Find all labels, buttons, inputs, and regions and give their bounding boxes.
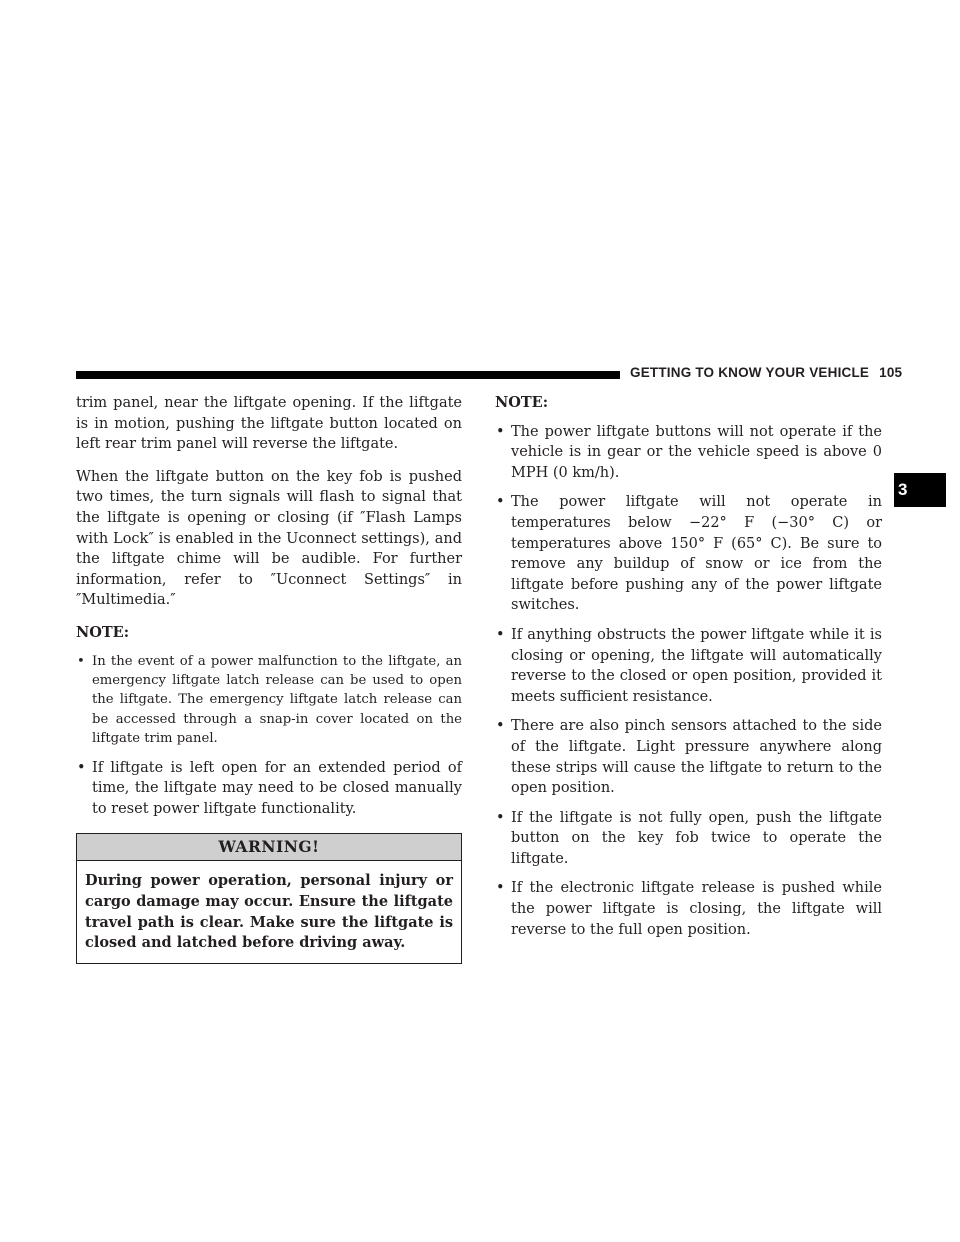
- list-item: • The power liftgate buttons will not operate if the vehicle is in gear or the vehicle speed is above 0 MPH (0 km/h).: [496, 423, 882, 481]
- note-list: [495, 422, 882, 941]
- bullet-icon: •: [496, 423, 505, 440]
- list-item: • In the event of a power malfunction to the liftgate, an emergency liftgate latch release can be used to open the liftgate. The emergency liftgate latch release can be accessed through a snap-in cover located on the liftgate trim panel.: [77, 653, 462, 747]
- section-title: GETTING TO KNOW YOUR VEHICLE: [630, 365, 870, 380]
- paragraph: trim panel, near the liftgate opening. If the liftgate is in motion, pushing the liftgate button located on left rear trim panel will reverse the liftgate.: [76, 395, 462, 453]
- warning-title: WARNING!: [77, 834, 461, 861]
- bullet-icon: •: [77, 653, 85, 669]
- page-number: 105: [879, 365, 903, 380]
- paragraph: When the liftgate button on the key fob is pushed two times, the turn signals will flash to signal that the liftgate is opening or closing (if ″Flash Lamps with Lock″ is enabled in the Uconnect settings), and the liftgate chime will be audible. For further information, refer to ″Uconnect Settings″ in ″Multimedia.″: [76, 468, 462, 609]
- warning-box: [76, 833, 462, 963]
- list-item: • If anything obstructs the power liftgate while it is closing or opening, the liftgate will automatically reverse to the closed or open position, provided it meets sufficient resistance.: [496, 626, 882, 705]
- right-column: [495, 393, 882, 949]
- list-item: • The power liftgate will not operate in temperatures below −22° F (−30° C) or temperatures above 150° F (65° C). Be sure to remove any buildup of snow or ice from the liftgate before pushing any of the power liftgate switches.: [496, 494, 882, 614]
- list-item: • If the liftgate is not fully open, push the liftgate button on the key fob twice to operate the liftgate.: [496, 809, 882, 867]
- header-rule: [76, 371, 620, 379]
- note-list: [76, 652, 462, 820]
- bullet-icon: •: [496, 718, 505, 735]
- list-item: • There are also pinch sensors attached to the side of the liftgate. Light pressure anywhere along these strips will cause the liftgate to return to the open position.: [496, 718, 882, 797]
- warning-body: During power operation, personal injury or cargo damage may occur. Ensure the liftgate travel path is clear. Make sure the liftgate is closed and latched before driving away.: [85, 872, 453, 952]
- left-column: [76, 393, 462, 964]
- note-heading: NOTE:: [495, 394, 549, 411]
- bullet-icon: •: [496, 809, 505, 826]
- running-header: [630, 365, 902, 380]
- list-item: • If liftgate is left open for an extended period of time, the liftgate may need to be closed manually to reset power liftgate functionality.: [77, 759, 462, 817]
- note-heading: NOTE:: [76, 623, 130, 641]
- bullet-icon: •: [77, 759, 86, 776]
- bullet-icon: •: [496, 494, 505, 511]
- list-item: • If the electronic liftgate release is pushed while the power liftgate is closing, the liftgate will reverse to the full open position.: [496, 880, 882, 938]
- chapter-tab: 3: [894, 473, 946, 507]
- bullet-icon: •: [496, 880, 505, 897]
- bullet-icon: •: [496, 626, 505, 643]
